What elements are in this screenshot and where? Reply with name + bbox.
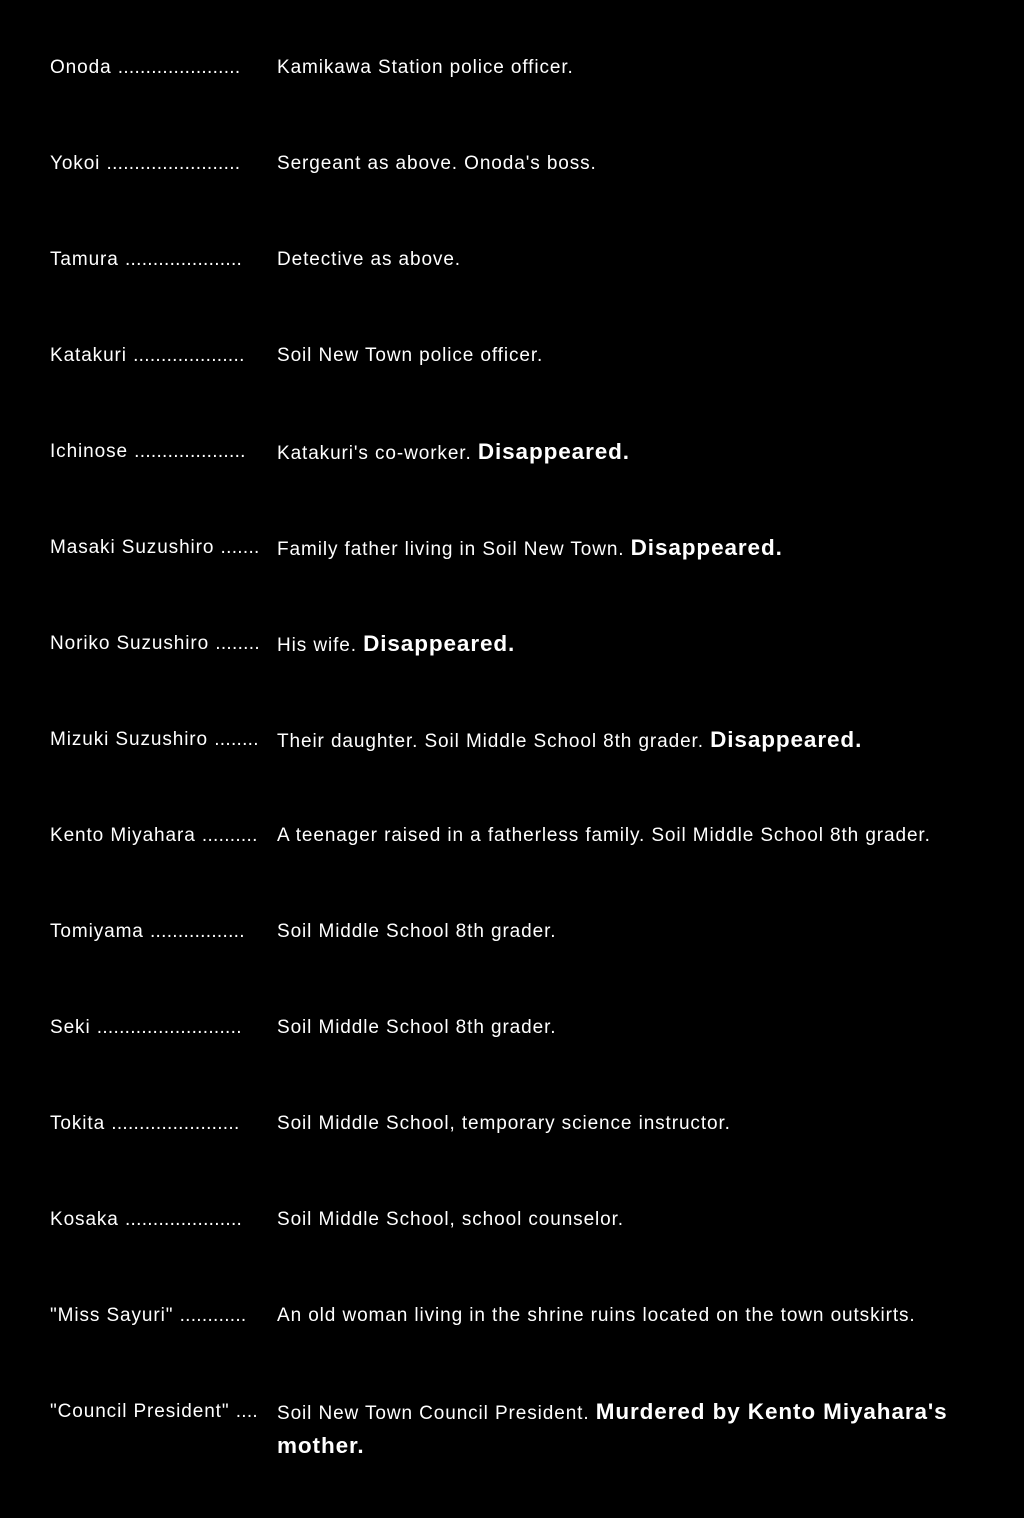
character-entry-mizuki-suzushiro <box>50 724 1010 820</box>
character-entry-katakuri <box>50 340 1010 436</box>
status-emphasis: Disappeared. <box>710 727 863 752</box>
dot-leader: ....... <box>220 537 260 558</box>
character-entry-ichinose <box>50 436 1010 532</box>
dot-leader: .................... <box>134 441 246 462</box>
character-name: Tokita <box>50 1113 106 1134</box>
dot-leader: .......................... <box>96 1017 242 1038</box>
dot-leader: ............ <box>179 1305 247 1326</box>
character-list <box>50 52 1010 1492</box>
character-description: Their daughter. Soil Middle School 8th grader. <box>277 731 704 752</box>
character-description: His wife. <box>277 635 357 656</box>
character-name: Kosaka <box>50 1209 119 1230</box>
character-name: Yokoi <box>50 153 101 174</box>
dot-leader: ........ <box>215 633 260 654</box>
character-name: Onoda <box>50 57 112 78</box>
character-name: "Council President" <box>50 1401 230 1422</box>
character-description: An old woman living in the shrine ruins located on the town outskirts. <box>277 1305 916 1326</box>
character-entry-masaki-suzushiro <box>50 532 1010 628</box>
character-entry-kosaka <box>50 1204 1010 1300</box>
dot-leader: .... <box>235 1401 259 1422</box>
character-entry-tomiyama <box>50 916 1010 1012</box>
character-description: Soil New Town Council President. <box>277 1403 590 1424</box>
dot-leader: .......... <box>201 825 258 846</box>
character-name: Mizuki Suzushiro <box>50 729 209 750</box>
character-name: Masaki Suzushiro <box>50 537 215 558</box>
character-description: Sergeant as above. Onoda's boss. <box>277 153 597 174</box>
character-description: Kamikawa Station police officer. <box>277 57 574 78</box>
dot-leader: ................. <box>149 921 245 942</box>
character-name: "Miss Sayuri" <box>50 1305 174 1326</box>
character-entry-miss-sayuri <box>50 1300 1010 1396</box>
character-entry-council-president <box>50 1396 1010 1492</box>
status-emphasis: Murdered by Kento Miyahara's mother. <box>277 1399 948 1458</box>
character-description: Detective as above. <box>277 249 461 270</box>
character-description: Soil Middle School, temporary science instructor. <box>277 1113 731 1134</box>
character-name: Seki <box>50 1017 91 1038</box>
character-name: Noriko Suzushiro <box>50 633 210 654</box>
character-name: Ichinose <box>50 441 128 462</box>
character-name: Tamura <box>50 249 119 270</box>
dot-leader: ..................... <box>124 249 243 270</box>
character-entry-tokita <box>50 1108 1010 1204</box>
character-description: Family father living in Soil New Town. <box>277 539 625 560</box>
dot-leader: ........................ <box>106 153 241 174</box>
dot-leader: ....................... <box>111 1113 240 1134</box>
character-description: Katakuri's co-worker. <box>277 443 472 464</box>
character-description: Soil Middle School 8th grader. <box>277 921 557 942</box>
dot-leader: ...................... <box>117 57 241 78</box>
character-name: Tomiyama <box>50 921 144 942</box>
character-description: Soil Middle School 8th grader. <box>277 1017 557 1038</box>
character-entry-tamura <box>50 244 1010 340</box>
dot-leader: ..................... <box>124 1209 243 1230</box>
character-name: Kento Miyahara <box>50 825 196 846</box>
status-emphasis: Disappeared. <box>477 439 630 464</box>
character-description: Soil Middle School, school counselor. <box>277 1209 624 1230</box>
dot-leader: ........ <box>214 729 259 750</box>
character-entry-seki <box>50 1012 1010 1108</box>
character-description: A teenager raised in a fatherless family. Soil Middle School 8th grader. <box>277 825 931 846</box>
character-entry-noriko-suzushiro <box>50 628 1010 724</box>
status-emphasis: Disappeared. <box>630 535 783 560</box>
character-description: Soil New Town police officer. <box>277 345 544 366</box>
dot-leader: .................... <box>133 345 245 366</box>
character-entry-yokoi <box>50 148 1010 244</box>
character-entry-kento-miyahara <box>50 820 1010 916</box>
character-entry-onoda <box>50 52 1010 148</box>
status-emphasis: Disappeared. <box>363 631 516 656</box>
character-name: Katakuri <box>50 345 127 366</box>
